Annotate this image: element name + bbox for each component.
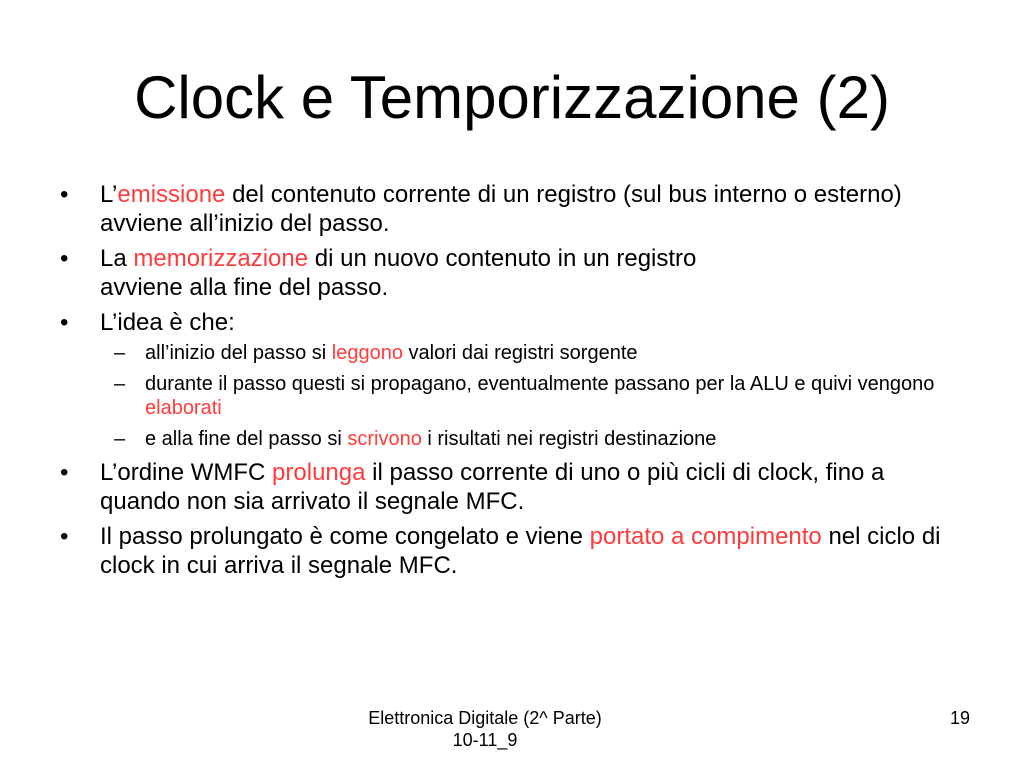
- bullet-text: L’idea è che:: [100, 309, 235, 336]
- sub-bullet-list: [58, 341, 968, 451]
- bullet-text-pre: L’ordine WMFC: [100, 459, 273, 486]
- highlight-memorizzazione: memorizzazione: [133, 245, 309, 272]
- highlight-leggono: leggono: [331, 342, 403, 364]
- bullet-idea: [58, 308, 968, 337]
- sub-text-pre: e alla fine del passo si: [145, 428, 348, 450]
- bullet-marker: •: [60, 309, 69, 336]
- bullet-wmfc: [58, 458, 968, 516]
- bullet-text-pre: L’: [100, 181, 118, 208]
- bullet-passo-prolungato: [58, 522, 968, 580]
- bullet-text-post: nel ciclo di clock in cui arriva il segnale MFC.: [100, 523, 941, 579]
- highlight-elaborati: elaborati: [145, 397, 222, 419]
- dash-marker: –: [114, 428, 126, 450]
- sub-text-post: valori dai registri sorgente: [402, 342, 638, 364]
- slide-body: [58, 180, 968, 586]
- footer-course-title: Elettronica Digitale (2^ Parte): [368, 708, 602, 728]
- footer-course-code: 10-11_9: [452, 730, 518, 750]
- sub-text-pre: durante il passo questi si propagano, eventualmente passano per la ALU e quivi vengono: [145, 373, 935, 395]
- sub-bullet-scrivono: [58, 427, 968, 451]
- bullet-emissione: [58, 180, 968, 238]
- sub-bullet-elaborati: [58, 372, 968, 420]
- sub-text-post: i risultati nei registri destinazione: [421, 428, 717, 450]
- sub-text-pre: all’inizio del passo si: [145, 342, 332, 364]
- footer-page-number: 19: [949, 708, 970, 728]
- bullet-marker: •: [60, 245, 69, 272]
- bullet-marker: •: [60, 459, 69, 486]
- dash-marker: –: [114, 373, 126, 395]
- dash-marker: –: [114, 342, 126, 364]
- bullet-marker: •: [60, 523, 69, 550]
- bullet-memorizzazione: [58, 244, 968, 302]
- highlight-portato-a-compimento: portato a compimento: [589, 523, 822, 550]
- bullet-text-pre: La: [100, 245, 134, 272]
- slide-title: Clock e Temporizzazione (2): [134, 64, 890, 131]
- footer-course-info: [340, 707, 630, 751]
- bullet-text-post: del contenuto corrente di un registro (sul bus interno o esterno) avviene all’inizio del passo.: [100, 181, 902, 237]
- highlight-prolunga: prolunga: [272, 459, 366, 486]
- bullet-text-pre: Il passo prolungato è come congelato e viene: [100, 523, 590, 550]
- highlight-scrivono: scrivono: [347, 428, 422, 450]
- bullet-text-post: il passo corrente di uno o più cicli di clock, fino a quando non sia arrivato il segnale MFC.: [100, 459, 885, 515]
- bullet-text-post: di un nuovo contenuto in un registro: [308, 245, 697, 272]
- sub-bullet-leggono: [58, 341, 968, 365]
- highlight-emissione: emissione: [117, 181, 226, 208]
- bullet-text-post-line2: avviene alla fine del passo.: [100, 274, 389, 301]
- bullet-marker: •: [60, 181, 69, 208]
